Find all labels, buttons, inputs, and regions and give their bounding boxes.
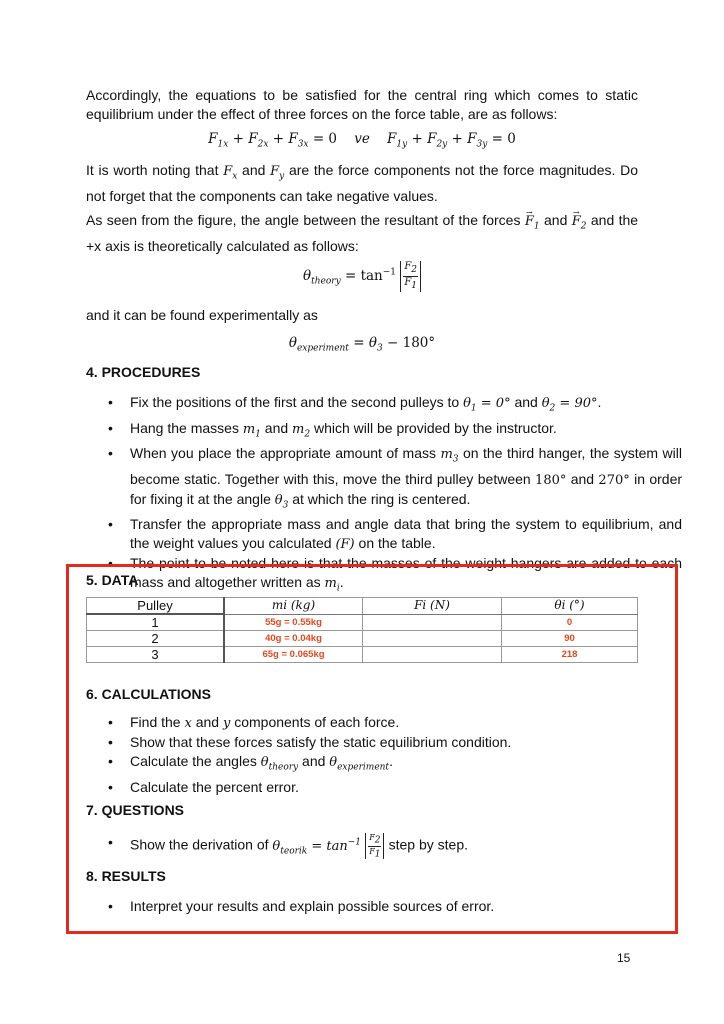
list-item: • The point to be noted here is that the masses of the weight hangers are added to each mass and altogether written as $m_i$. xyxy=(130,554,682,599)
angle-cell: 0 xyxy=(502,614,638,631)
pulley-cell: 2 xyxy=(87,631,225,647)
procedures-heading: 4. PROCEDURES xyxy=(86,364,201,380)
list-item: • Interpret your results and explain possible sources of error. xyxy=(130,897,682,916)
intro-paragraph: Accordingly, the equations to be satisfied for the central ring which comes to static equilibrium under the effect of three forces on the force table, are as follows: xyxy=(86,87,638,122)
data-table xyxy=(86,597,638,663)
components-note: It is worth noting that $F_x$ and $F_y$ are the force components not the force magnitudes. Do not forget that the components can take negative values. xyxy=(86,162,639,204)
mass-cell: 65g = 0.065kg xyxy=(224,647,363,663)
list-item: • Calculate the angles $\theta_{theory}$ and $\theta_{experiment}$. xyxy=(130,752,682,778)
results-list xyxy=(86,897,682,916)
force-cell xyxy=(363,631,502,647)
list-item: • When you place the appropriate amount of mass $m_3$ on the third hanger, the system will become static. Together with this, move the third pulley between 180° and 270° in order for fixing it at the angle $\theta_3$ at which the ring is centered. xyxy=(130,444,682,515)
list-item: • Transfer the appropriate mass and angle data that bring the system to equilibrium, and the weight values you calculated (F) on the table. xyxy=(130,515,682,554)
theta-experiment-equation: $\theta_{experiment} = \theta_3 - 180^\circ$ xyxy=(288,335,436,354)
angle-description: As seen from the figure, the angle between the resultant of the forces → $F_1$ and → $F_2$ and the +x axis is theoretically calculated as follows: xyxy=(86,211,638,256)
table-row xyxy=(87,631,638,647)
column-header-angle: θi (°) xyxy=(502,598,638,615)
column-header-pulley: Pulley xyxy=(87,598,225,615)
list-item: • Calculate the percent error. xyxy=(130,778,682,797)
questions-list xyxy=(86,833,682,861)
calculations-list xyxy=(86,713,682,797)
questions-heading: 7. QUESTIONS xyxy=(86,802,185,818)
data-heading: 5. DATA xyxy=(86,572,139,588)
experimental-intro: and it can be found experimentally as xyxy=(86,307,318,323)
list-item: • Show that these forces satisfy the static equilibrium condition. xyxy=(130,733,682,752)
pulley-cell: 3 xyxy=(87,647,225,663)
pulley-cell: 1 xyxy=(87,614,225,631)
page-number: 15 xyxy=(617,951,631,965)
list-item: • Show the derivation of $\theta_{teorik} = \tan^{-1}$ $\frac{F_2}{F_1}$ step by step. xyxy=(130,833,682,861)
mass-cell: 40g = 0.04kg xyxy=(224,631,363,647)
table-row xyxy=(87,647,638,663)
list-item: • Fix the positions of the first and the second pulleys to $\theta_1 = 0^\circ$ and $\theta_2 = 90^\circ$. xyxy=(130,393,682,419)
list-item: • Find the x and y components of each force. xyxy=(130,713,682,733)
list-item: • Hang the masses $m_1$ and $m_2$ which will be provided by the instructor. xyxy=(130,419,682,445)
angle-cell: 218 xyxy=(502,647,638,663)
force-cell xyxy=(363,647,502,663)
angle-cell: 90 xyxy=(502,631,638,647)
calculations-heading: 6. CALCULATIONS xyxy=(86,686,211,702)
table-row xyxy=(87,614,638,631)
equilibrium-equations: $F_{1x} + F_{2x} + F_{3x} = 0$ ve $F_{1y} + F_{2y} + F_{3y} = 0$ xyxy=(208,131,516,150)
column-header-force: Fi (N) xyxy=(363,598,502,615)
table-header-row xyxy=(87,598,638,615)
equation-conjunction: ve xyxy=(354,131,370,147)
results-heading: 8. RESULTS xyxy=(86,868,166,884)
column-header-mass: mi (kg) xyxy=(224,598,363,615)
theta-theory-equation: $\theta_{theory} = \tan^{-1}$ $\frac{F_2}{F_1}$ xyxy=(86,261,638,292)
force-cell xyxy=(363,614,502,631)
mass-cell: 55g = 0.55kg xyxy=(224,614,363,631)
